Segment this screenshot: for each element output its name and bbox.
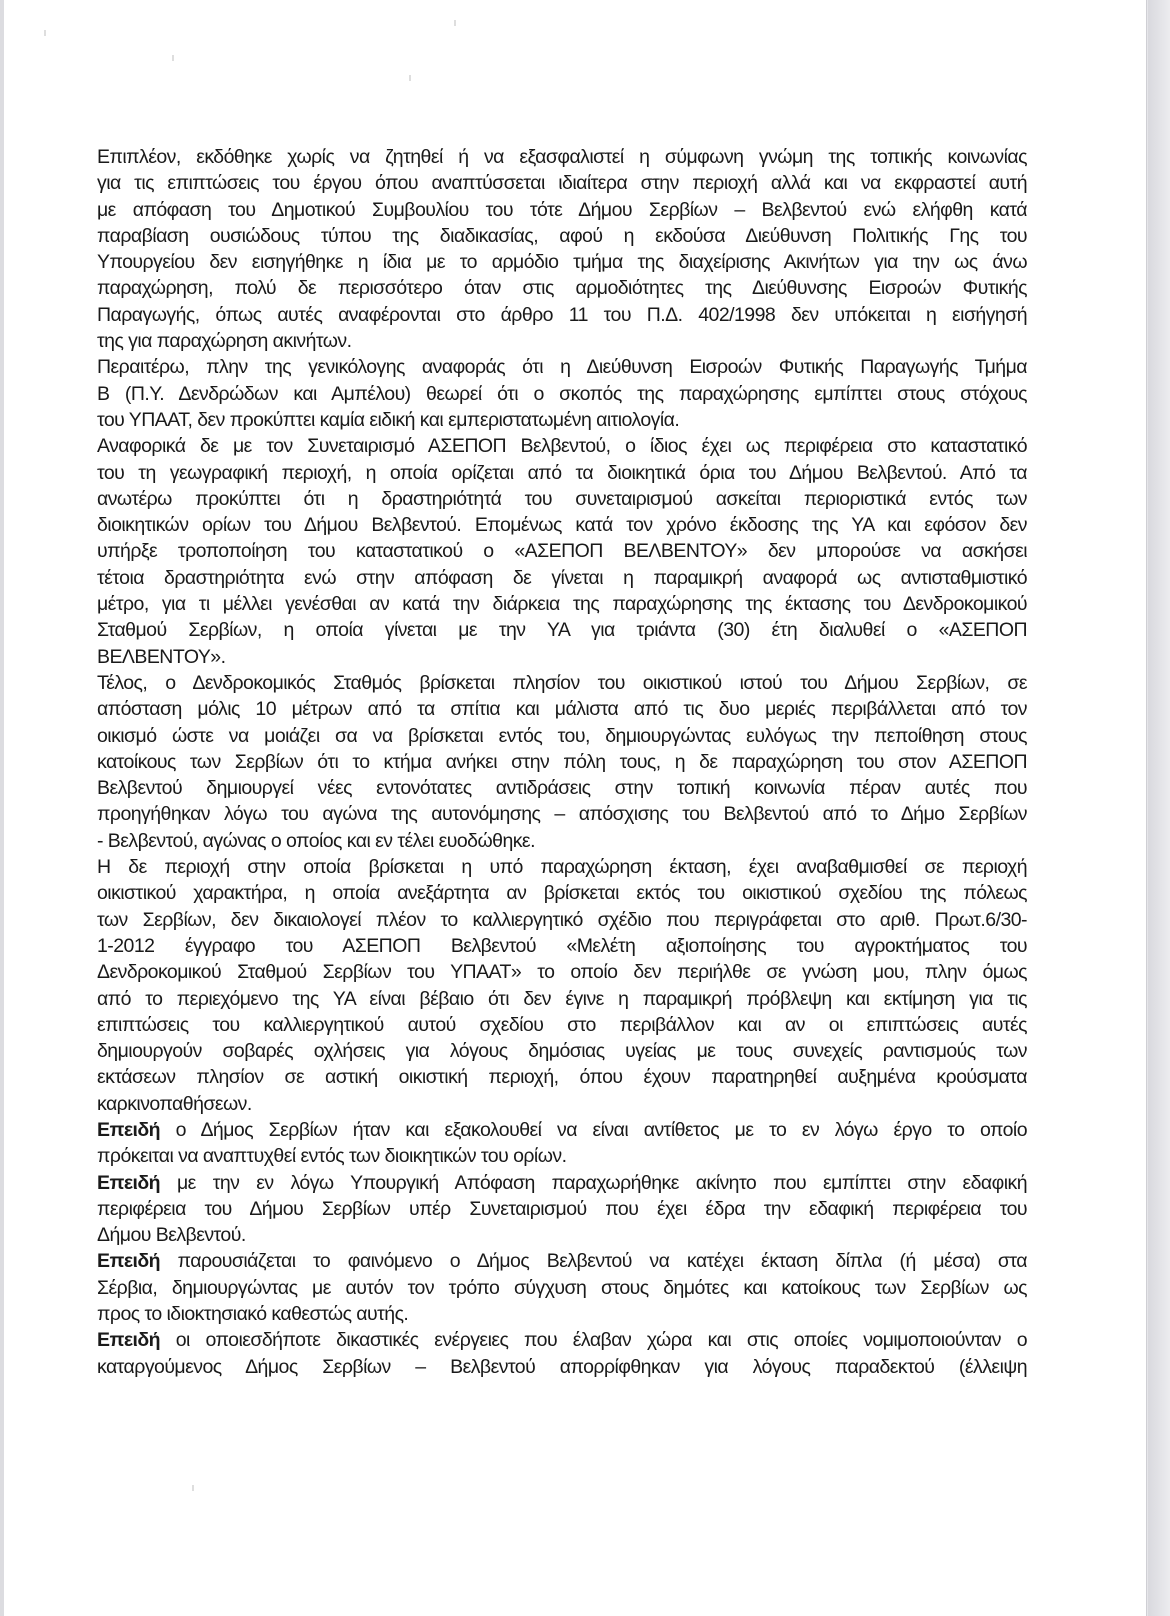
paragraph-residential-area xyxy=(97,854,1027,1117)
clause-text: με την εν λόγω Υπουργική Απόφαση παραχωρήθηκε ακίνητο που εμπίπτει στην εδαφική xyxy=(160,1171,1027,1194)
text-line: παραχώρηση, πολύ δε περισσότερο όταν στις αρμοδιότητες της Διεύθυνσης Εισροών Φυτικής xyxy=(97,277,1027,300)
clause-text: οι οποιεσδήποτε δικαστικές ενέργειες που έλαβαν χώρα και στις οποίες νομιμοποιούνταν ο xyxy=(160,1329,1027,1352)
text-line xyxy=(97,1248,1027,1274)
text-line: υπήρξε τροποποίηση του καταστατικού ο «ΑΣΕΠΟΠ ΒΕΛΒΕΝΤΟΥ» δεν μπορούσε να ασκήσει xyxy=(97,540,1027,563)
text-line: Επιπλέον, εκδόθηκε χωρίς να ζητηθεί ή να εξασφαλιστεί η σύμφωνη γνώμη της τοπικής κοινωνίας xyxy=(97,146,1027,168)
whereas-keyword: Επειδή xyxy=(97,1329,161,1352)
text-line: Αναφορικά δε με τον Συνεταιρισμό ΑΣΕΠΟΠ Βελβεντού, ο ίδιος έχει ως περιφέρεια στο καταστατικό xyxy=(97,435,1027,458)
text-line: του ΥΠΑΑΤ, δεν προκύπτει καμία ειδική και εμπεριστατωμένη αιτιολογία. xyxy=(97,408,680,431)
paragraph-cooperative-jurisdiction xyxy=(97,433,1027,670)
page-right-edge xyxy=(1148,0,1170,1616)
text-line: Τέλος, ο Δενδροκομικός Σταθμός βρίσκεται πλησίον του οικιστικού ιστού του Δήμου Σερβίων, σε xyxy=(97,671,1027,694)
clause-text: ο Δήμος Σερβίων ήταν και εξακολουθεί να είναι αντίθετος με το εν λόγω έργο το οποίο xyxy=(160,1118,1027,1141)
whereas-clause-opposition xyxy=(97,1117,1027,1170)
text-line: προηγήθηκαν λόγω του αγώνα της αυτονόμησης – απόσχισης του Βελβεντού από το Δήμο Σερβίων xyxy=(97,803,1027,826)
clause-text: παρουσιάζεται το φαινόμενο ο Δήμος Βελβεντού να κατέχει έκταση δίπλα (ή μέσα) στα xyxy=(160,1250,1027,1273)
scan-artifact xyxy=(44,30,46,36)
scan-artifact xyxy=(172,55,174,61)
text-line: απόσταση μόλις 10 μέτρων από τα σπίτια και μάλιστα από τις δυο μεριές περιβάλλεται από τον xyxy=(97,698,1027,721)
text-line: οικιστικού χαρακτήρα, η οποία ανεξάρτητα αν βρίσκεται εκτός του οικιστικού σχεδίου της πόλεως xyxy=(97,882,1027,905)
text-line: καταργούμενος Δήμος Σερβίων – Βελβεντού απορρίφθηκαν για λόγους παραδεκτού (έλλειψη xyxy=(97,1355,1027,1378)
paragraph-procedural-violation xyxy=(97,144,1027,354)
text-line: δημιουργούν σοβαρές οχλήσεις για λόγους δημόσιας υγείας με τους συνεχείς ραντισμούς των xyxy=(97,1040,1027,1063)
text-line: με απόφαση του Δημοτικού Συμβουλίου του τότε Δήμου Σερβίων – Βελβεντού ενώ ελήφθη κατά xyxy=(97,198,1027,221)
text-line: - Βελβεντού, αγώνας ο οποίος και εν τέλει ευοδώθηκε. xyxy=(97,829,535,852)
whereas-clause-confusion xyxy=(97,1248,1027,1327)
text-line: Δήμου Βελβεντού. xyxy=(97,1224,246,1247)
text-line: Σέρβια, δημιουργώντας με αυτόν τον τρόπο σύγχυση στους δημότες και κατοίκους των Σερβίων ως xyxy=(97,1276,1027,1299)
whereas-keyword: Επειδή xyxy=(97,1171,161,1194)
text-line: Σταθμού Σερβίων, η οποία γίνεται με την ΥΑ για τριάντα (30) έτη διαλυθεί ο «ΑΣΕΠΟΠ xyxy=(97,619,1027,642)
text-line: μέτρο, για τι μέλλει γενέσθαι αν κατά την διάρκεια της παραχώρησης της έκτασης του Δενδροκομικού xyxy=(97,593,1027,616)
text-line: της για παραχώρηση ακινήτων. xyxy=(97,330,352,353)
text-line: Περαιτέρω, πλην της γενικόλογης αναφοράς ότι η Διεύθυνση Εισροών Φυτικής Παραγωγής Τμήμα xyxy=(97,356,1027,379)
text-line: ΒΕΛΒΕΝΤΟΥ». xyxy=(97,645,226,668)
text-line xyxy=(97,1170,1027,1196)
text-line xyxy=(97,1327,1027,1353)
whereas-keyword: Επειδή xyxy=(97,1118,161,1141)
document-body xyxy=(97,144,1027,1380)
text-line: Δενδροκομικού Σταθμού Σερβίων του ΥΠΑΑΤ» το οποίο δεν περιήλθε σε γνώση μου, πλην όμως xyxy=(97,961,1027,984)
text-line: των Σερβίων, δεν δικαιολογεί πλέον το καλλιεργητικό σχέδιο που περιγράφεται στο αριθ. Πρωτ.6/30- xyxy=(97,908,1027,931)
text-line: παραβίαση ουσιώδους τύπου της διαδικασίας, αφού η εκδούσα Διεύθυνση Πολιτικής Γης του xyxy=(97,224,1027,247)
text-line: ανωτέρω προκύπτει ότι η δραστηριότητά του συνεταιρισμού ασκείται περιοριστικά εντός των xyxy=(97,487,1027,510)
text-line: επιπτώσεις του καλλιεργητικού αυτού σχεδίου στο περιβάλλον και αν οι επιπτώσεις αυτές xyxy=(97,1013,1027,1036)
text-line: καρκινοπαθήσεων. xyxy=(97,1092,252,1115)
whereas-clause-legal-actions xyxy=(97,1327,1027,1380)
text-line: Παραγωγής, όπως αυτές αναφέρονται στο άρθρο 11 του Π.Δ. 402/1998 δεν υπόκειται η εισήγησή xyxy=(97,303,1027,326)
paragraph-station-location xyxy=(97,670,1027,854)
whereas-clause-territorial xyxy=(97,1170,1027,1249)
paragraph-lack-of-justification xyxy=(97,354,1027,433)
text-line: του τη γεωγραφική περιοχή, η οποία ορίζεται από τα διοικητικά όρια του Δήμου Βελβεντού. Από τα xyxy=(97,461,1027,484)
text-line: Βελβεντού δημιουργεί νέες εντονότατες αντιδράσεις στην τοπική κοινωνία πέραν αυτές που xyxy=(97,777,1027,800)
whereas-keyword: Επειδή xyxy=(97,1250,161,1273)
scan-artifact xyxy=(409,75,411,81)
text-line: τέτοια δραστηριότητα ενώ στην απόφαση δε γίνεται η παραμικρή αναφορά ως αντισταθμιστικό xyxy=(97,566,1027,589)
text-line: 1-2012 έγγραφο του ΑΣΕΠΟΠ Βελβεντού «Μελέτη αξιοποίησης του αγροκτήματος του xyxy=(97,934,1027,957)
text-line: κατοίκους των Σερβίων ότι το κτήμα ανήκει στην πόλη τους, η δε παραχώρηση του στον ΑΣΕΠΟΠ xyxy=(97,750,1027,773)
text-line: Υπουργείου δεν εισηγήθηκε η ίδια με το αρμόδιο τμήμα της διαχείρισης Ακινήτων για την ως άνω xyxy=(97,251,1027,274)
text-line: από το περιεχόμενο της ΥΑ είναι βέβαιο ότι δεν έγινε η παραμικρή πρόβλεψη και εκτίμηση για τις xyxy=(97,987,1027,1010)
text-line xyxy=(97,1117,1027,1143)
text-line: πρόκειται να αναπτυχθεί εντός των διοικητικών του ορίων. xyxy=(97,1145,567,1168)
text-line: για τις επιπτώσεις του έργου όπου αναπτύσσεται ιδιαίτερα στην περιοχή αλλά και να εκφραστεί αυτή xyxy=(97,172,1027,195)
scan-artifact xyxy=(454,20,456,26)
text-line: Η δε περιοχή στην οποία βρίσκεται η υπό παραχώρηση έκταση, έχει αναβαθμισθεί σε περιοχή xyxy=(97,856,1027,879)
text-line: Β (Π.Υ. Δενδρώδων και Αμπέλου) θεωρεί ότι ο σκοπός της παραχώρησης εμπίπτει στους στόχους xyxy=(97,382,1027,405)
text-line: προς το ιδιοκτησιακό καθεστώς αυτής. xyxy=(97,1303,409,1326)
text-line: περιφέρεια του Δήμου Σερβίων υπέρ Συνεταιρισμού που έχει έδρα την εδαφική περιφέρεια του xyxy=(97,1197,1027,1220)
scanned-document-page xyxy=(4,0,1147,1616)
scan-artifact xyxy=(192,1485,194,1491)
text-line: διοικητικών ορίων του Δήμου Βελβεντού. Επομένως κατά τον χρόνο έκδοσης της ΥΑ και εφόσον δεν xyxy=(97,514,1027,537)
text-line: εκτάσεων πλησίον σε αστική οικιστική περιοχή, όπου έχουν παρατηρηθεί αυξημένα κρούσματα xyxy=(97,1066,1027,1089)
text-line: οικισμό ώστε να μοιάζει σα να βρίσκεται εντός του, δημιουργώντας ευλόγως την πεποίθηση στους xyxy=(97,724,1027,747)
